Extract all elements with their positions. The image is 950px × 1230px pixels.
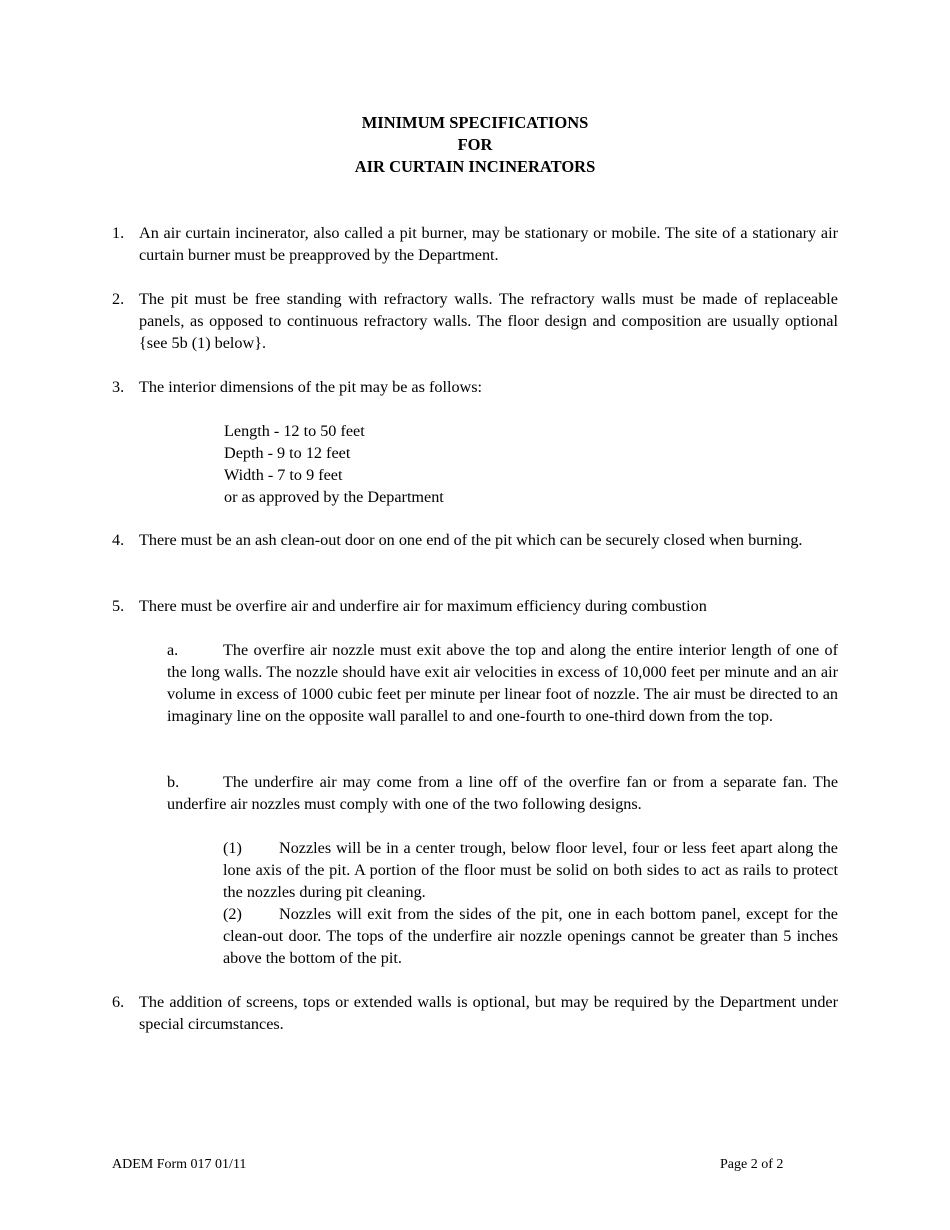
item-text: There must be an ash clean-out door on one end of the pit which can be securely closed when burning. [139, 531, 803, 549]
item-number: 1. [112, 224, 125, 242]
list-item-4 [112, 529, 838, 551]
sub-item-text: Nozzles will exit from the sides of the pit, one in each bottom panel, except for the clean-out door. The tops of the underfire air nozzle openings cannot be greater than 5 inches above the bottom of the pit. [223, 905, 838, 967]
item-text: An air curtain incinerator, also called a pit burner, may be stationary or mobile. The site of a stationary air curtain burner must be preapproved by the Department. [139, 224, 838, 264]
item-text: The pit must be free standing with refractory walls. The refractory walls must be made of replaceable panels, as opposed to continuous refractory walls. The floor design and composition are usually optional {see 5b (1) below}. [139, 290, 838, 352]
dimension-length: Length - 12 to 50 feet [224, 422, 365, 440]
sub-item-a [167, 639, 838, 727]
list-item-3 [112, 376, 838, 398]
item-text: There must be overfire air and underfire air for maximum efficiency during combustion [139, 597, 707, 615]
sub-item-label: a. [167, 641, 179, 659]
dimension-depth: Depth - 9 to 12 feet [224, 444, 351, 462]
list-item-6 [112, 991, 838, 1035]
title-line-3: AIR CURTAIN INCINERATORS [354, 157, 596, 176]
list-item-1 [112, 222, 838, 266]
item-text: The addition of screens, tops or extended walls is optional, but may be required by the Department under special circumstances. [139, 993, 838, 1033]
sub-item-b1 [223, 837, 838, 903]
sub-item-b2 [223, 903, 838, 969]
sub-item-b [167, 771, 838, 815]
item-number: 4. [112, 531, 125, 549]
title-line-2: FOR [457, 135, 493, 154]
sub-item-label: b. [167, 773, 180, 791]
dimension-approved: or as approved by the Department [224, 488, 444, 506]
footer-page-number: Page 2 of 2 [720, 1157, 784, 1172]
document-title [0, 112, 950, 178]
footer-form-id: ADEM Form 017 01/11 [112, 1157, 247, 1172]
sub-item-label: (1) [223, 839, 242, 857]
list-item-5 [112, 595, 838, 617]
item-number: 6. [112, 993, 125, 1011]
list-item-2 [112, 288, 838, 354]
dimension-width: Width - 7 to 9 feet [224, 466, 343, 484]
item-number: 5. [112, 597, 125, 615]
sub-item-text: The underfire air may come from a line off of the overfire fan or from a separate fan. The underfire air nozzles must comply with one of the two following designs. [167, 773, 838, 813]
sub-item-text: The overfire air nozzle must exit above the top and along the entire interior length of one of the long walls. The nozzle should have exit air velocities in excess of 10,000 feet per minute and an air volume in excess of 1000 cubic feet per minute per linear foot of nozzle. The air must be directed to an imaginary line on the opposite wall parallel to and one-fourth to one-third down from the top. [167, 641, 838, 725]
item-number: 2. [112, 290, 125, 308]
item-number: 3. [112, 378, 125, 396]
dimensions-list [224, 420, 444, 508]
sub-item-label: (2) [223, 905, 242, 923]
sub-item-text: Nozzles will be in a center trough, below floor level, four or less feet apart along the lone axis of the pit. A portion of the floor must be solid on both sides to act as rails to protect the nozzles during pit cleaning. [223, 839, 838, 901]
title-line-1: MINIMUM SPECIFICATIONS [361, 113, 589, 132]
item-text: The interior dimensions of the pit may be as follows: [139, 378, 483, 396]
